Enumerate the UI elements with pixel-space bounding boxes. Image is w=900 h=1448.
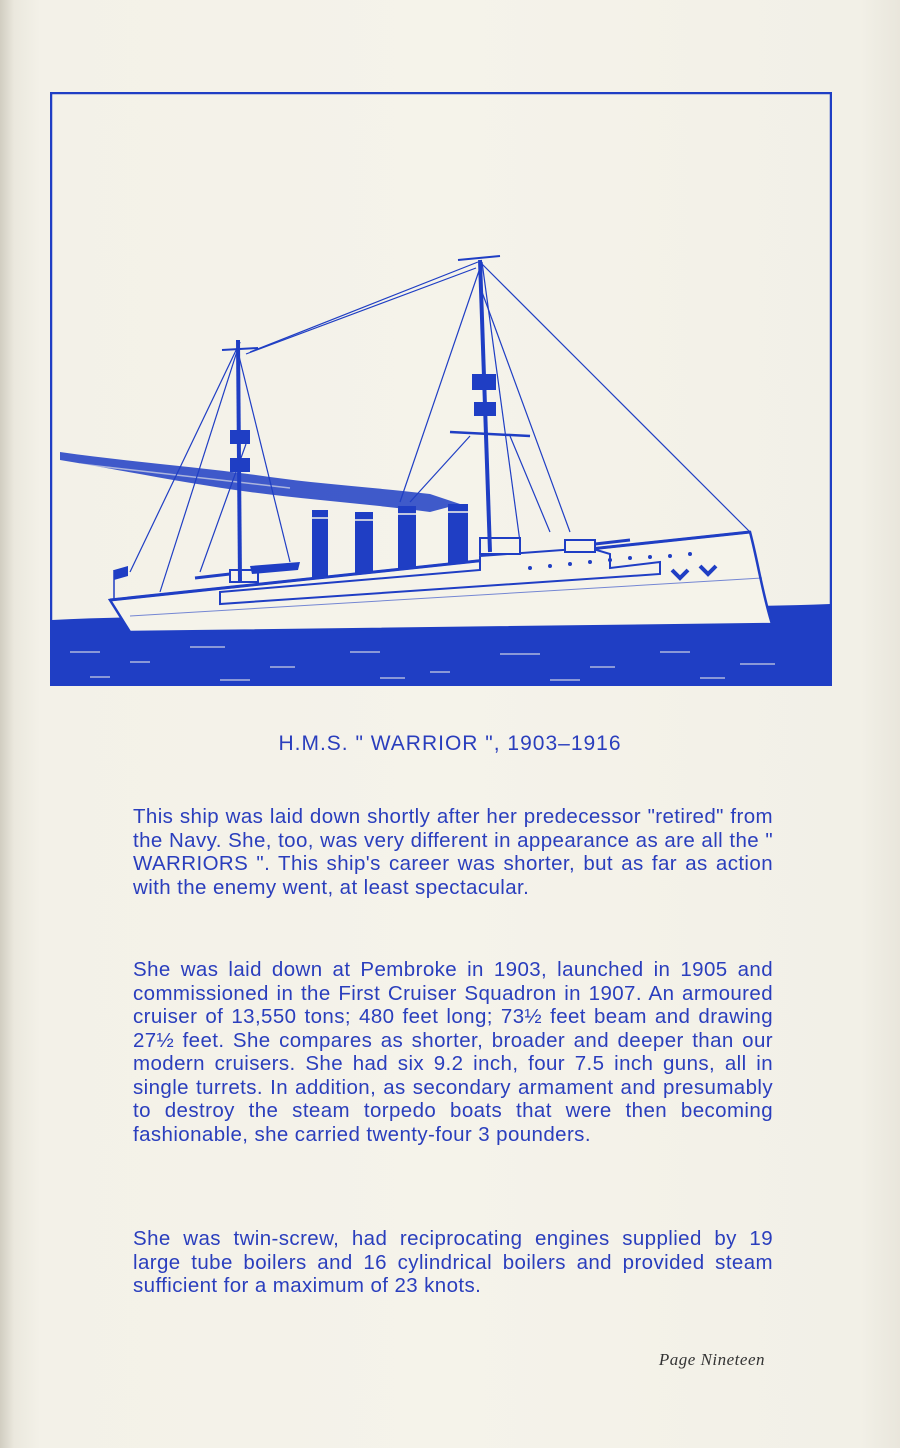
smoke <box>60 452 460 512</box>
paragraph-1: This ship was laid down shortly after her predecessor "retired" from the Navy. She, too, was very different in appearance as are all the " WARRIORS ". This ship's career was shorter, but as far as action with the enemy went, at least spectacular. <box>133 805 773 899</box>
paragraph-3: She was twin-screw, had reciprocating engines supplied by 19 large tube boilers and 16 cylindrical boilers and provided steam sufficient for a maximum of 23 knots. <box>133 1227 773 1297</box>
ship-illustration <box>50 92 832 686</box>
page-number: Page Nineteen <box>658 1350 765 1369</box>
ensign-flag <box>114 566 128 580</box>
spine-shadow <box>0 0 14 1448</box>
illustration-caption: H.M.S. " WARRIOR ", 1903–1916 <box>278 732 622 755</box>
paragraph-2: She was laid down at Pembroke in 1903, launched in 1905 and commissioned in the First Cruiser Squadron in 1907. An armoured cruiser of 13,550 tons; 480 feet long; 73½ feet beam and drawing 27½ feet. She compares as shorter, broader and deeper than our modern cruisers. She had six 9.2 inch, four 7.5 inch guns, all in single turrets. In addition, as secondary armament and presumably to destroy the steam torpedo boats that were then becoming fashionable, she carried twenty-four 3 pounders. <box>133 958 773 1146</box>
